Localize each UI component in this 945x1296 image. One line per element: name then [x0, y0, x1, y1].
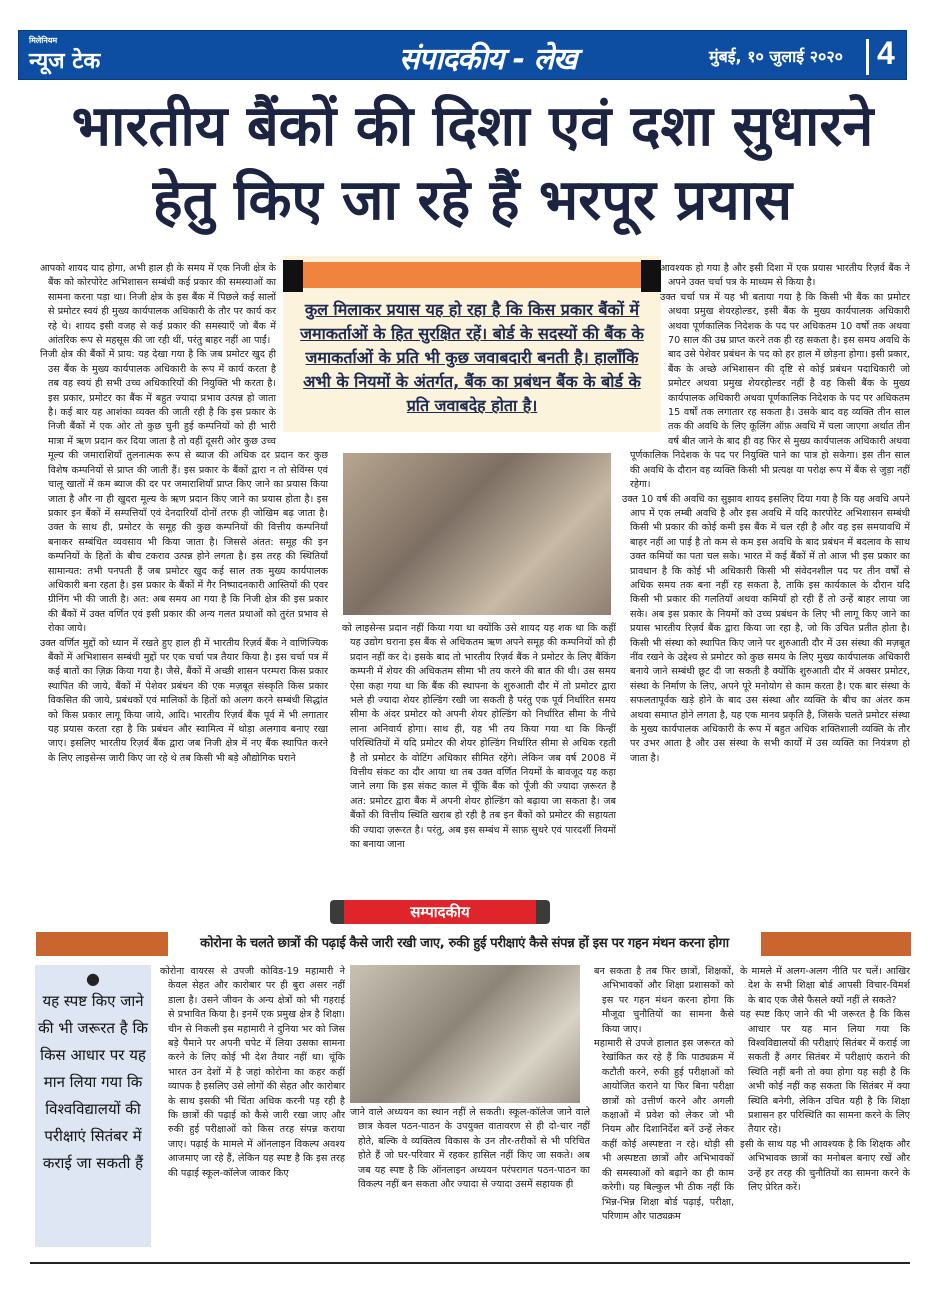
dateline: मुंबई, १० जुलाई २०२० [709, 47, 843, 66]
article-column-3 [622, 262, 910, 894]
paragraph: उक्त 10 वर्ष की अवधि का सुझाव शायद इसलिए दिया गया है कि यह अवधि अपने आप में एक लम्बी अवधि है और इस अवधि में यदि कारपोरेट अभिशासन सम्बंधी किसी भी प्रकार की कोई कमी इस बैंक में चल रही है और वह इस समयावधि में बाहर नहीं आ पाई है तो कम से कम इस अवधि के बाद प्रबंधन में बदलाव के साथ उक्त कमियों का पता चल सके। भारत में कई बैंकों में तो आज भी इस प्रकार का प्रावधान है कि कोई भी अधिकारी किसी भी संवेदनशील पद पर तीन वर्षों से अधिक समय तक बना नहीं रह सकता है, ताकि इस कार्यकाल के दौरान यदि किसी भी प्रकार की गलतियाँ अथवा कमियाँ हो रही हैं तो उन्हें बाहर लाया जा सके। अब इस प्रकार के नियमों को उच्च प्रबंधन के लिए भी लागू किए जाने का प्रयास भारतीय रिज़र्व बैंक द्वारा किया जा रहा है, जो कि उचित प्रतीत होता है। किसी भी संस्था को स्थापित किए जाने पर शुरुआती दौर में उस संस्था की मज़बूत नींव रखने के उद्देश्य से प्रमोटर को कुछ समय के लिए मुख्य कार्यपालक अधिकारी बनाये जाने सम्बंधी छूट दी जा सकती है क्योंकि शुरुआती दौर में अक्सर प्रमोटर, संस्था के निर्माण के लिए, अपने पूरे मनोयोग से काम करता है। एक बार संस्था के सफलतापूर्वक खड़े होने के बाद उस संस्था और व्यक्ति के बीच का अंतर कम अथवा समाप्त होने लगता है, यह एक मानव प्रकृति है, जिसके चलते प्रमोटर संस्था के मुख्य कार्यपालक अधिकारी के रूप में बहुत अधिक शक्तिशाली व्यक्ति के तौर पर उभर आता है और उस संस्था के सभी कार्यों में उस व्यक्ति का नियंत्रण हो जाता है। [622, 493, 910, 764]
editorial-column-2 [350, 1106, 590, 1258]
side-quote-text: यह स्पष्ट किए जाने की भी जरूरत है कि किस आधार पर यह मान लिया गया कि विश्वविद्यालयों की परीक्षाएं सितंबर में कराई जा सकती हैं [38, 992, 148, 1172]
editorial-column-1 [160, 965, 345, 1257]
page-number: 4 [877, 35, 895, 71]
pull-quote-text: कुल मिलाकर प्रयास यह हो रहा है कि किस प्रकार बैंकों में जमाकर्ताओं के हित सुरक्षित रहें। बोर्ड के सदस्यों की बैंक के जमाकर्ताओं के प्रति भी कुछ जवाबदारी बनती है। हालाँकि अभी के नियमों के अंतर्गत, बैंक का प्रबंधन बैंक के बोर्ड के प्रति जवाबदेह होता है। [300, 300, 644, 415]
bank-counter-photo [343, 453, 611, 615]
headline-line-1: भारतीय बैंकों की दिशा एवं दशा सुधारने [71, 94, 874, 159]
main-headline [20, 90, 925, 238]
decor-tab [283, 260, 303, 292]
paragraph: के मामले में अलग-अलग नीति पर चलें। आखिर देश के सभी शिक्षा बोर्ड आपसी विचार-विमर्श के बाद एक जैसे फैसले क्यों नहीं ले सकते? [740, 966, 910, 1006]
paragraph: आपको शायद याद होगा, अभी हाल ही के समय में एक निजी क्षेत्र के बैंक को कोरपोरेट अभिशासन सम्बंधी कई प्रकार की समस्याओं का सामना करना पड़ा था। निजी क्षेत्र के इस बैंक में पिछले कई सालों से प्रमोटर स्वयं ही मुख्य कार्यपालक अधिकारी के तौर पर कार्य कर रहे थे। शायद इसी वजह से कई प्रकार की समस्याएँ जो बैंक में आंतरिक रूप से महसूस की जा रही थीं, परंतु बाहर नहीं आ पाईं। [40, 263, 276, 347]
side-quote-box [35, 965, 151, 1247]
section-title: संपादकीय - लेख [399, 42, 577, 77]
paragraph: को लाइसेन्स प्रदान नहीं किया गया था क्योंकि उसे शायद यह शक था कि कहीं यह उद्योग घराना इस बैंक से अधिकतम ऋण अपने समूह की कम्पनियों को ही प्रदान नहीं कर दे। इसके बाद तो भारतीय रिज़र्व बैंक ने प्रमोटर के लिए बैंकिंग कम्पनी में शेयर की अधिकतम सीमा भी तय करने की बात की थी। उस समय ऐसा कहा गया था कि बैंक की स्थापना के शुरुआती दौर में तो प्रमोटर द्वारा भले ही ज्यादा शेयर होल्डिंग रखी जा सकती है परंतु एक पूर्व निर्धारित समय सीमा के अंदर प्रमोटर को अपनी शेयर होल्डिंग को निर्धारित सीमा के नीचे लाना अनिवार्य होगा। साथ ही, यह भी तय किया गया था कि किन्हीं परिस्थितियों में यदि प्रमोटर की शेयर होल्डिंग निर्धारित सीमा से अधिक रहती है तो प्रमोटर के वोटिंग अधिकार सीमित रहेंगे। लेकिन जब वर्ष 2008 में वित्तीय संकट का दौर आया था तब उक्त वर्णित नियमों के बावजूद यह कहा जाने लगा कि इस संकट काल में चूँकि बैंक को पूँजी की ज्यादा ज़रूरत है अत: प्रमोटर द्वारा बैंक में अपनी शेयर होल्डिंग को बढ़ाया जा सकता है। जब बैंकों की वित्तीय स्थिति खराब हो रही है तब इन बैंकों को प्रमोटर की सहायता की ज्यादा ज़रूरत है। परंतु, अब इस सम्बंध में साफ़ सुथरे एवं पारदर्शी नियमों का बनाया जाना [342, 623, 616, 851]
pull-quote [283, 256, 661, 432]
banner-decor-left [36, 932, 186, 956]
paragraph: महामारी से उपजे हालात इस जरूरत को रेखांकित कर रहे हैं कि पाठ्यक्रम में कटौती करने, रुकी हुई परीक्षाओं को आयोजित कराने या फिर बिना परीक्षा छात्रों को उत्तीर्ण करने और अगली कक्षाओं में प्रवेश को लेकर जो भी नियम और दिशानिर्देश बनें उन्हें लेकर कहीं कोई अस्पष्टता न रहे। थोड़ी सी भी अस्पष्टता छात्रों और अभिभावकों की समस्याओं को बढ़ाने का ही काम करेगी। यह बिल्कुल भी ठीक नहीं कि भिन्न-भिन्न शिक्षा बोर्ड पढ़ाई, परीक्षा, परिणाम और पाठ्यक्रम [594, 1038, 734, 1222]
divider [866, 39, 869, 75]
pull-quote-bar [291, 262, 653, 288]
editorial-column-3 [594, 965, 734, 1257]
classroom-photo [350, 965, 580, 1103]
paragraph: उक्त चर्चा पत्र में यह भी बताया गया है कि किसी भी बैंक का प्रमोटर अथवा प्रमुख शेयरहोल्डर, इसी बैंक के मुख्य कार्यपालक अधिकारी अथवा पूर्णकालिक निदेशक के पद पर अधिकतम 10 वर्षों तक अथवा 70 साल की उम्र प्राप्त करने तक ही रह सकता है। इस समय अवधि के बाद उसे पेशेवर प्रबंधन के पद को हर हाल में छोड़ना होगा। इसी प्रकार, बैंक के अच्छे अभिशासन की दृष्टि से कोई प्रबंधन पदाधिकारी जो प्रमोटर अथवा प्रमुख शेयरहोल्डर नहीं है वह किसी बैंक के मुख्य कार्यपालक अधिकारी अथवा पूर्णकालिक निदेशक के पद पर अधिकतम 15 वर्षों तक लगातार रह सकता है। उसके बाद वह व्यक्ति तीन साल तक की अवधि के लिए कूलिंग ऑफ़ अवधि में चला जाएगा अर्थात तीन वर्ष बीत जाने के बाद ही वह फिर से मुख्य कार्यपालक अधिकारी अथवा पूर्णकालिक निदेशक के पद पर नियुक्ति पाने का पात्र हो सकेगा। इस तीन साल की अवधि के दौरान वह व्यक्ति किसी भी प्रत्यक्ष या परोक्ष रूप में बैंक से जुड़ा नहीं रहेगा। [630, 291, 910, 491]
article-column-2 [342, 622, 616, 890]
paragraph: इसी के साथ यह भी आवश्यक है कि शिक्षक और अभिभावक छात्रों का मनोबल बनाए रखें और उन्हें हर तरह की चुनौतियों का सामना करने के लिए प्रेरित करें। [740, 1138, 910, 1194]
editorial-column-4 [740, 965, 910, 1257]
editorial-headline-banner [36, 932, 911, 956]
editorial-headline: कोरोना के चलते छात्रों की पढ़ाई कैसे जारी रखी जाए, रुकी हुई परीक्षाएं कैसे संपन्न हों इस पर गहन मंथन करना होगा [168, 932, 761, 956]
paragraph: बन सकता है तब फिर छात्रों, शिक्षकों, अभिभावकों और शिक्षा प्रशासकों को इस पर गहन मंथन करना होगा कि मौजूदा चुनौतियों का सामना कैसे किया जाए। [594, 966, 734, 1035]
headline-line-2: हेतु किए जा रहे हैं भरपूर प्रयास [152, 168, 793, 233]
paragraph: कोरोना वायरस से उपजी कोविड-19 महामारी ने केवल सेहत और कारोबार पर ही बुरा असर नहीं डाला है। उसने जीवन के अन्य क्षेत्रों को भी गहराई से प्रभावित किया है। इनमें एक प्रमुख क्षेत्र है शिक्षा। चीन से निकली इस महामारी ने दुनिया भर को जिस बड़े पैमाने पर अपनी चपेट में लिया उसका सामना करने के लिए कोई भी देश तैयार नहीं था। चूंकि भारत उन देशों में है जहां कोरोना का कहर कहीं व्यापक है इसलिए उसे लोगों की सेहत और कारोबार के साथ इसकी भी चिंता अधिक करनी पड़ रही है कि छात्रों की पढ़ाई को कैसे जारी रखा जाए और रुकी हुई परीक्षाओं को किस तरह संपन्न कराया जाए। पढ़ाई के मामले में ऑनलाइन विकल्प अवश्य आजमाए जा रहे हैं, लेकिन यह स्पष्ट है कि इस तरह की पढ़ाई स्कूल-कॉलेज जाकर किए [160, 966, 345, 1179]
paragraph: जाने वाले अध्ययन का स्थान नहीं ले सकती। स्कूल-कॉलेज जाने वाले छात्र केवल पठन-पाठन के उपयुक्त वातावरण से ही दो-चार नहीं होते, बल्कि वे व्यक्तित्व विकास के उन तौर-तरीकों से भी परिचित होते हैं जो घर-परिवार में रहकर हासिल नहीं किए जा सकते। अब जब यह स्पष्ट है कि ऑनलाइन अध्ययन परंपरागत पठन-पाठन का विकल्प नहीं बन सकता और ज्यादा से ज्यादा उसमें सहायक ही [350, 1107, 590, 1191]
paragraph: यह स्पष्ट किए जाने की भी जरूरत है कि किस आधार पर यह मान लिया गया कि विश्वविद्यालयों की परीक्षाएं सितंबर में कराई जा सकती हैं अगर सितंबर में परीक्षाएं कराने की स्थिति नहीं बनी तो क्या होगा यह सही है कि अभी कोई नहीं कह सकता कि सितंबर में क्या स्थिति बनेगी, लेकिन उचित यही है कि शिक्षा प्रशासन हर परिस्थिति का सामना करने के लिए तैयार रहे। [740, 1009, 910, 1136]
paragraph: निजी क्षेत्र की बैंकों में प्राय: यह देखा गया है कि जब प्रमोटर खुद ही उस बैंक के मुख्य कार्यपालक अधिकारी के रूप में कार्य करता है तब वह स्वयं ही सभी उच्च अधिकारियों की नियुक्ति भी करता है। इस प्रकार, प्रमोटर का बैंक में बहुत ज्यादा प्रभाव उत्पन्न हो जाता है। कई बार यह आशंका व्यक्त की जाती रही है कि इस प्रकार के निजी बैंकों में एक ओर तो कुछ चुनी हुई कम्पनियों को ही भारी मात्रा में ऋण प्रदान कर दिया जाता है तो वहीं दूसरी ओर कुछ उच्च मूल्य की जमाराशियाँ तुलनात्मक रूप से ब्याज की अधिक दर प्रदान कर कुछ विशेष कम्पनियों से प्राप्त की जाती हैं। इस प्रकार के बैंकों द्वारा न तो सेविंग्स एवं चालू खातों में कम ब्याज की दर पर जमाराशियाँ प्राप्त किए जाने का प्रयास किया जाता है और ना ही खुदरा मूल्य के ऋण प्रदान किए जाने का प्रयास होता है। इस प्रकार इन बैंकों में सम्पत्तियाँ एवं देनदारियाँ दोनों तरफ ही जोखिम बढ़ जाता है। उक्त के साथ ही, प्रमोटर के समूह की कुछ कम्पनियों की वित्तीय कम्पनियाँ बनाकर सम्बंधित व्यवसाय भी किया जाता है। जिससे अंतत: समूह की इन कम्पनियों के हितों के बीच टकराव उत्पन्न होने लगता है। इस तरह की स्थितियाँ सामान्यत: तभी पनपती हैं जब प्रमोटर खुद कई साल तक मुख्य कार्यपालक अधिकारी बना रहता है। इस प्रकार के बैंकों में गैर निष्पादनकारी आस्तियों की एवर ग्रीनिंग भी की जाती है। अत: अब समय आ गया है कि निजी क्षेत्र की इस प्रकार की बैंकों में उक्त वर्णित एवं इसी प्रकार की अन्य गलत प्रथाओं को तुरंत प्रभाव से रोका जाये। [40, 349, 328, 635]
editorial-label-text: सम्पादकीय [344, 900, 536, 924]
brand-logo: न्यूज टेक [29, 49, 101, 74]
masthead [18, 30, 907, 80]
bottom-rule [30, 1262, 910, 1264]
banner-decor-right [751, 932, 911, 956]
brand-tagline: मिलेनियम [29, 36, 58, 45]
paragraph: उक्त वर्णित मुद्दों को ध्यान में रखते हुए हाल ही में भारतीय रिज़र्व बैंक ने वाणिज्यिक बैंकों में अभिशासन सम्बंधी मुद्दों पर एक चर्चा पत्र तैयार किया है। इस चर्चा पत्र में कई बातों का ज़िक्र किया गया है। जैसे, बैंकों में अच्छी शासन परम्परा किस प्रकार स्थापित की जाये, बैंकों में पेशेवर प्रबंधन की एक मज़बूत संस्कृति किस प्रकार विकसित की जाये, प्रबंधकों एवं मालिकों के हितों को अलग करने सम्बंधी सिद्धांत को किस प्रकार लागू किया जाये, आदि। भारतीय रिज़र्व बैंक पूर्व में भी लगातार यह प्रयास करता रहा है कि प्रबंधन और स्वामित्व में थोड़ा अलगाव बनाए रखा जाए। इसलिए भारतीय रिज़र्व बैंक द्वारा जब निजी क्षेत्र में नए बैंक स्थापित करने के लिए लाइसेन्स जारी किए जा रहे थे तब किसी भी बड़े औद्योगिक घराने [40, 637, 328, 764]
pull-quote-wrap-space [622, 262, 668, 438]
paragraph: आवश्यक हो गया है और इसी दिशा में एक प्रयास भारतीय रिज़र्व बैंक ने अपने उक्त चर्चा पत्र के माध्यम से किया है। [660, 263, 910, 289]
editorial-label [330, 900, 550, 924]
bullet-icon: ● [86, 969, 100, 988]
